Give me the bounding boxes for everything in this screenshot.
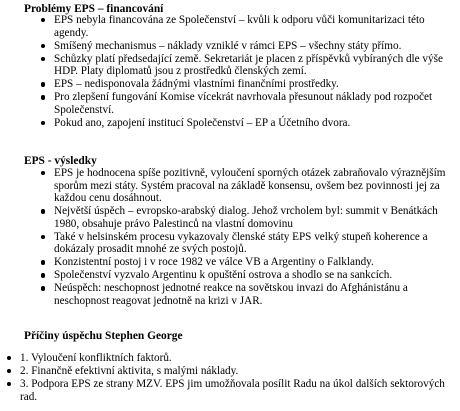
heading-success-causes: Příčiny úspěchu Stephen George xyxy=(24,330,183,342)
list-item: Neúspěch: neschopnost jednotné reakce na sovětskou invazi do Afghánistánu a neschopnost reagovat jednotně na krizi v JAR. xyxy=(40,282,455,307)
list-item: Pro zlepšení fungování Komise vícekrát navrhovala přesunout náklady pod rozpočet Společenství. xyxy=(40,91,455,116)
list-item: Konzistentní postoj i v roce 1982 ve válce VB a Argentiny o Falklandy. xyxy=(40,256,455,269)
list-item: EPS nebyla financována ze Společenství – kvůli k odporu vůči komunitarizaci této agendy. xyxy=(40,14,455,39)
list-item: EPS je hodnocena spíše pozitivně, vyloučení sporných otázek zabraňovalo výraznějším sporům mezi státy. Systém pracoval na základě konsensu, ovšem bez povinnosti jej za každou cenu dosáhnout. xyxy=(40,167,455,205)
list-item: Pokud ano, zapojení institucí Společenství – EP a Účetního dvora. xyxy=(40,117,455,130)
list-item: Společenství vyzvalo Argentinu k opuštění ostrova a shodlo se na sankcích. xyxy=(40,269,455,282)
list-success-causes xyxy=(6,352,456,404)
list-item: Schůzky platí předsedající země. Sekretariát je placen z příspěvků vybíraných dle výše HDP. Platy diplomatů jsou z prostředků členských zemí. xyxy=(40,53,455,78)
list-item: 3. Podpora EPS ze strany MZV. EPS jim umožňovala posílit Radu na úkol dalších sektorových rad. xyxy=(6,378,456,403)
heading-results: EPS - výsledky xyxy=(24,155,97,167)
list-item: Také v helsinském procesu vykazovaly členské státy EPS velký stupeň koherence a dokázaly prosadit mnohé ze svých postojů. xyxy=(40,231,455,256)
list-results xyxy=(40,167,455,308)
heading-financing: Problémy EPS – financování xyxy=(24,3,164,15)
list-item: EPS – nedisponovala žádnými vlastními finančními prostředky. xyxy=(40,78,455,91)
list-item: 1. Vyloučení konfliktních faktorů. xyxy=(6,352,456,365)
list-item: Největší úspěch – evropsko-arabský dialog. Jehož vrcholem byl: summit v Benátkách 1980, obsahuje právo Palestinců na vlastní domovinu xyxy=(40,205,455,230)
list-item: Smíšený mechanismus – náklady vzniklé v rámci EPS – všechny státy přímo. xyxy=(40,40,455,53)
list-financing xyxy=(40,14,455,130)
list-item: 2. Finančně efektivní aktivita, s malými náklady. xyxy=(6,365,456,378)
